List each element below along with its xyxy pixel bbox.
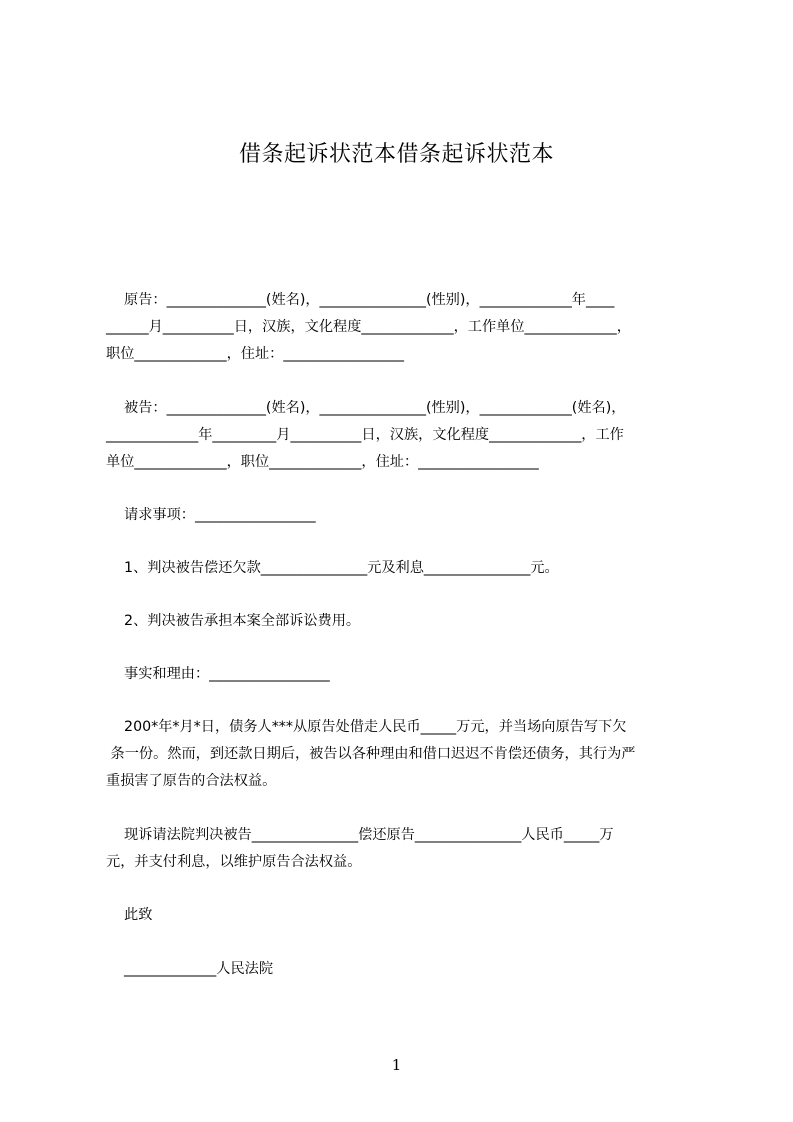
request-line-1: 现诉请法院判决被告_______________偿还原告_______________人民币_____万 [106, 827, 614, 843]
plaintiff-line-2: ______月__________日，汉族，文化程度_____________，工作单位_____________， [106, 319, 631, 335]
claim-1: 1、判决被告偿还欠款_______________元及利息_______________元。 [106, 560, 559, 576]
facts-line-2: 条一份。然而，到还款日期后，被告以各种理由和借口迟迟不肯偿还债务，其行为严 [106, 746, 636, 762]
closing-text: 此致 [106, 907, 153, 923]
plaintiff-line-1: 原告：______________(姓名)，_______________(性别)，_____________年____ [106, 292, 615, 308]
defendant-line-3: 单位_____________，职位_____________，住址：_________________ [106, 454, 539, 470]
page-number: 1 [391, 1056, 402, 1074]
facts-line-1: 200*年*月*日，债务人***从原告处借走人民币_____万元，并当场向原告写下欠 [106, 719, 627, 735]
facts-heading: 事实和理由：_________________ [106, 666, 330, 682]
document-title: 借条起诉状范本借条起诉状范本 [238, 142, 554, 167]
defendant-line-1: 被告：______________(姓名)，_______________(性别)，_____________(姓名)， [106, 400, 626, 416]
defendant-line-2: _____________年_________月__________日，汉族，文化程度_____________，工作 [106, 427, 624, 443]
claim-2: 2、判决被告承担本案全部诉讼费用。 [106, 613, 361, 629]
plaintiff-line-3: 职位_____________，住址：_________________ [106, 346, 404, 362]
facts-line-3: 重损害了原告的合法权益。 [106, 773, 277, 789]
court-line: _____________人民法院 [106, 961, 274, 977]
claims-heading: 请求事项：_________________ [106, 507, 316, 523]
request-line-2: 元，并支付利息，以维护原告合法权益。 [106, 854, 362, 870]
